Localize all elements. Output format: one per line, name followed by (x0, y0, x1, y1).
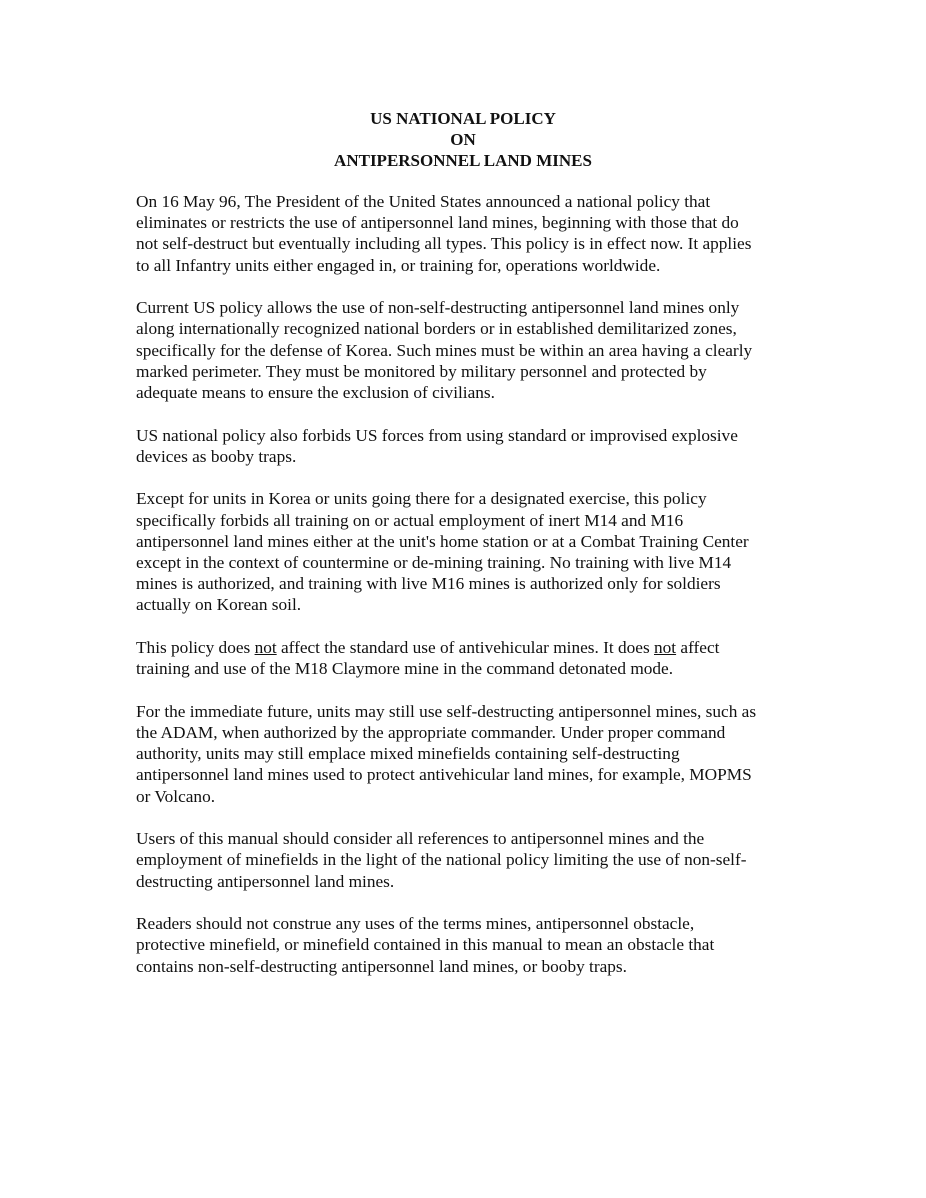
paragraph-line: training and use of the M18 Claymore mine in the command detonated mode. (136, 659, 674, 679)
paragraph-line: specifically forbids all training on or actual employment of inert M14 and M16 (136, 510, 684, 530)
paragraph-line: authority, units may still emplace mixed minefields containing self-destructing (136, 744, 680, 764)
paragraph-line: along internationally recognized national borders or in established demilitarized zones, (136, 319, 737, 339)
paragraph-line: Readers should not construe any uses of the terms mines, antipersonnel obstacle, (136, 914, 695, 934)
paragraph-users-of-manual (136, 828, 796, 892)
paragraph-line: devices as booby traps. (136, 446, 297, 466)
paragraph-line: or Volcano. (136, 786, 216, 806)
paragraph-line: Current US policy allows the use of non-self-destructing antipersonnel land mines only (136, 298, 740, 318)
document-body (136, 191, 796, 998)
paragraph-announcement (136, 191, 796, 276)
paragraph-line: except in the context of countermine or de-mining training. No training with live M14 (136, 553, 732, 573)
paragraph-line: marked perimeter. They must be monitored by military personnel and protected by (136, 361, 707, 381)
text-run: This policy does (136, 638, 255, 658)
paragraph-line: to all Infantry units either engaged in, or training for, operations worldwide. (136, 255, 661, 275)
page-title (0, 108, 926, 171)
title-line-2: ON (450, 130, 476, 149)
paragraph-line: antipersonnel land mines either at the unit's home station or at a Combat Training Center (136, 531, 749, 551)
paragraph-line: mines is authorized, and training with live M16 mines is authorized only for soldiers (136, 574, 721, 594)
paragraph-line: For the immediate future, units may still use self-destructing antipersonnel mines, such as (136, 701, 757, 721)
title-line-3: ANTIPERSONNEL LAND MINES (334, 151, 592, 170)
underlined-not: not (654, 638, 677, 658)
paragraph-line: On 16 May 96, The President of the United States announced a national policy that (136, 192, 711, 211)
paragraph-antivehicular (136, 637, 796, 679)
paragraph-training-restrictions (136, 488, 796, 615)
paragraph-line: Except for units in Korea or units going there for a designated exercise, this policy (136, 489, 707, 509)
paragraph-line: Users of this manual should consider all references to antipersonnel mines and the (136, 829, 705, 849)
paragraph-line: actually on Korean soil. (136, 595, 302, 615)
paragraph-line: specifically for the defense of Korea. Such mines must be within an area having a clearly (136, 340, 753, 360)
paragraph-line: protective minefield, or minefield contained in this manual to mean an obstacle that (136, 935, 715, 955)
paragraph-line: employment of minefields in the light of the national policy limiting the use of non-self- (136, 850, 747, 870)
paragraph-line: destructing antipersonnel land mines. (136, 871, 395, 891)
paragraph-line: the ADAM, when authorized by the appropriate commander. Under proper command (136, 723, 726, 743)
underlined-not: not (254, 638, 277, 658)
paragraph-line: not self-destruct but eventually including all types. This policy is in effect now. It applies (136, 234, 752, 254)
paragraph-line: US national policy also forbids US forces from using standard or improvised explosive (136, 425, 738, 445)
paragraph-current-policy (136, 297, 796, 403)
title-line-1: US NATIONAL POLICY (370, 109, 556, 128)
paragraph-booby-traps (136, 425, 796, 467)
text-run: affect (676, 638, 720, 658)
paragraph-line: antipersonnel land mines used to protect antivehicular land mines, for example, MOPMS (136, 765, 752, 785)
paragraph-immediate-future (136, 701, 796, 807)
paragraph-line (136, 637, 796, 658)
text-run: affect the standard use of antivehicular mines. It does (276, 638, 654, 658)
paragraph-line: adequate means to ensure the exclusion of civilians. (136, 383, 495, 403)
paragraph-line: eliminates or restricts the use of antipersonnel land mines, beginning with those that do (136, 213, 739, 233)
paragraph-readers (136, 913, 796, 977)
paragraph-line: contains non-self-destructing antipersonnel land mines, or booby traps. (136, 956, 627, 976)
